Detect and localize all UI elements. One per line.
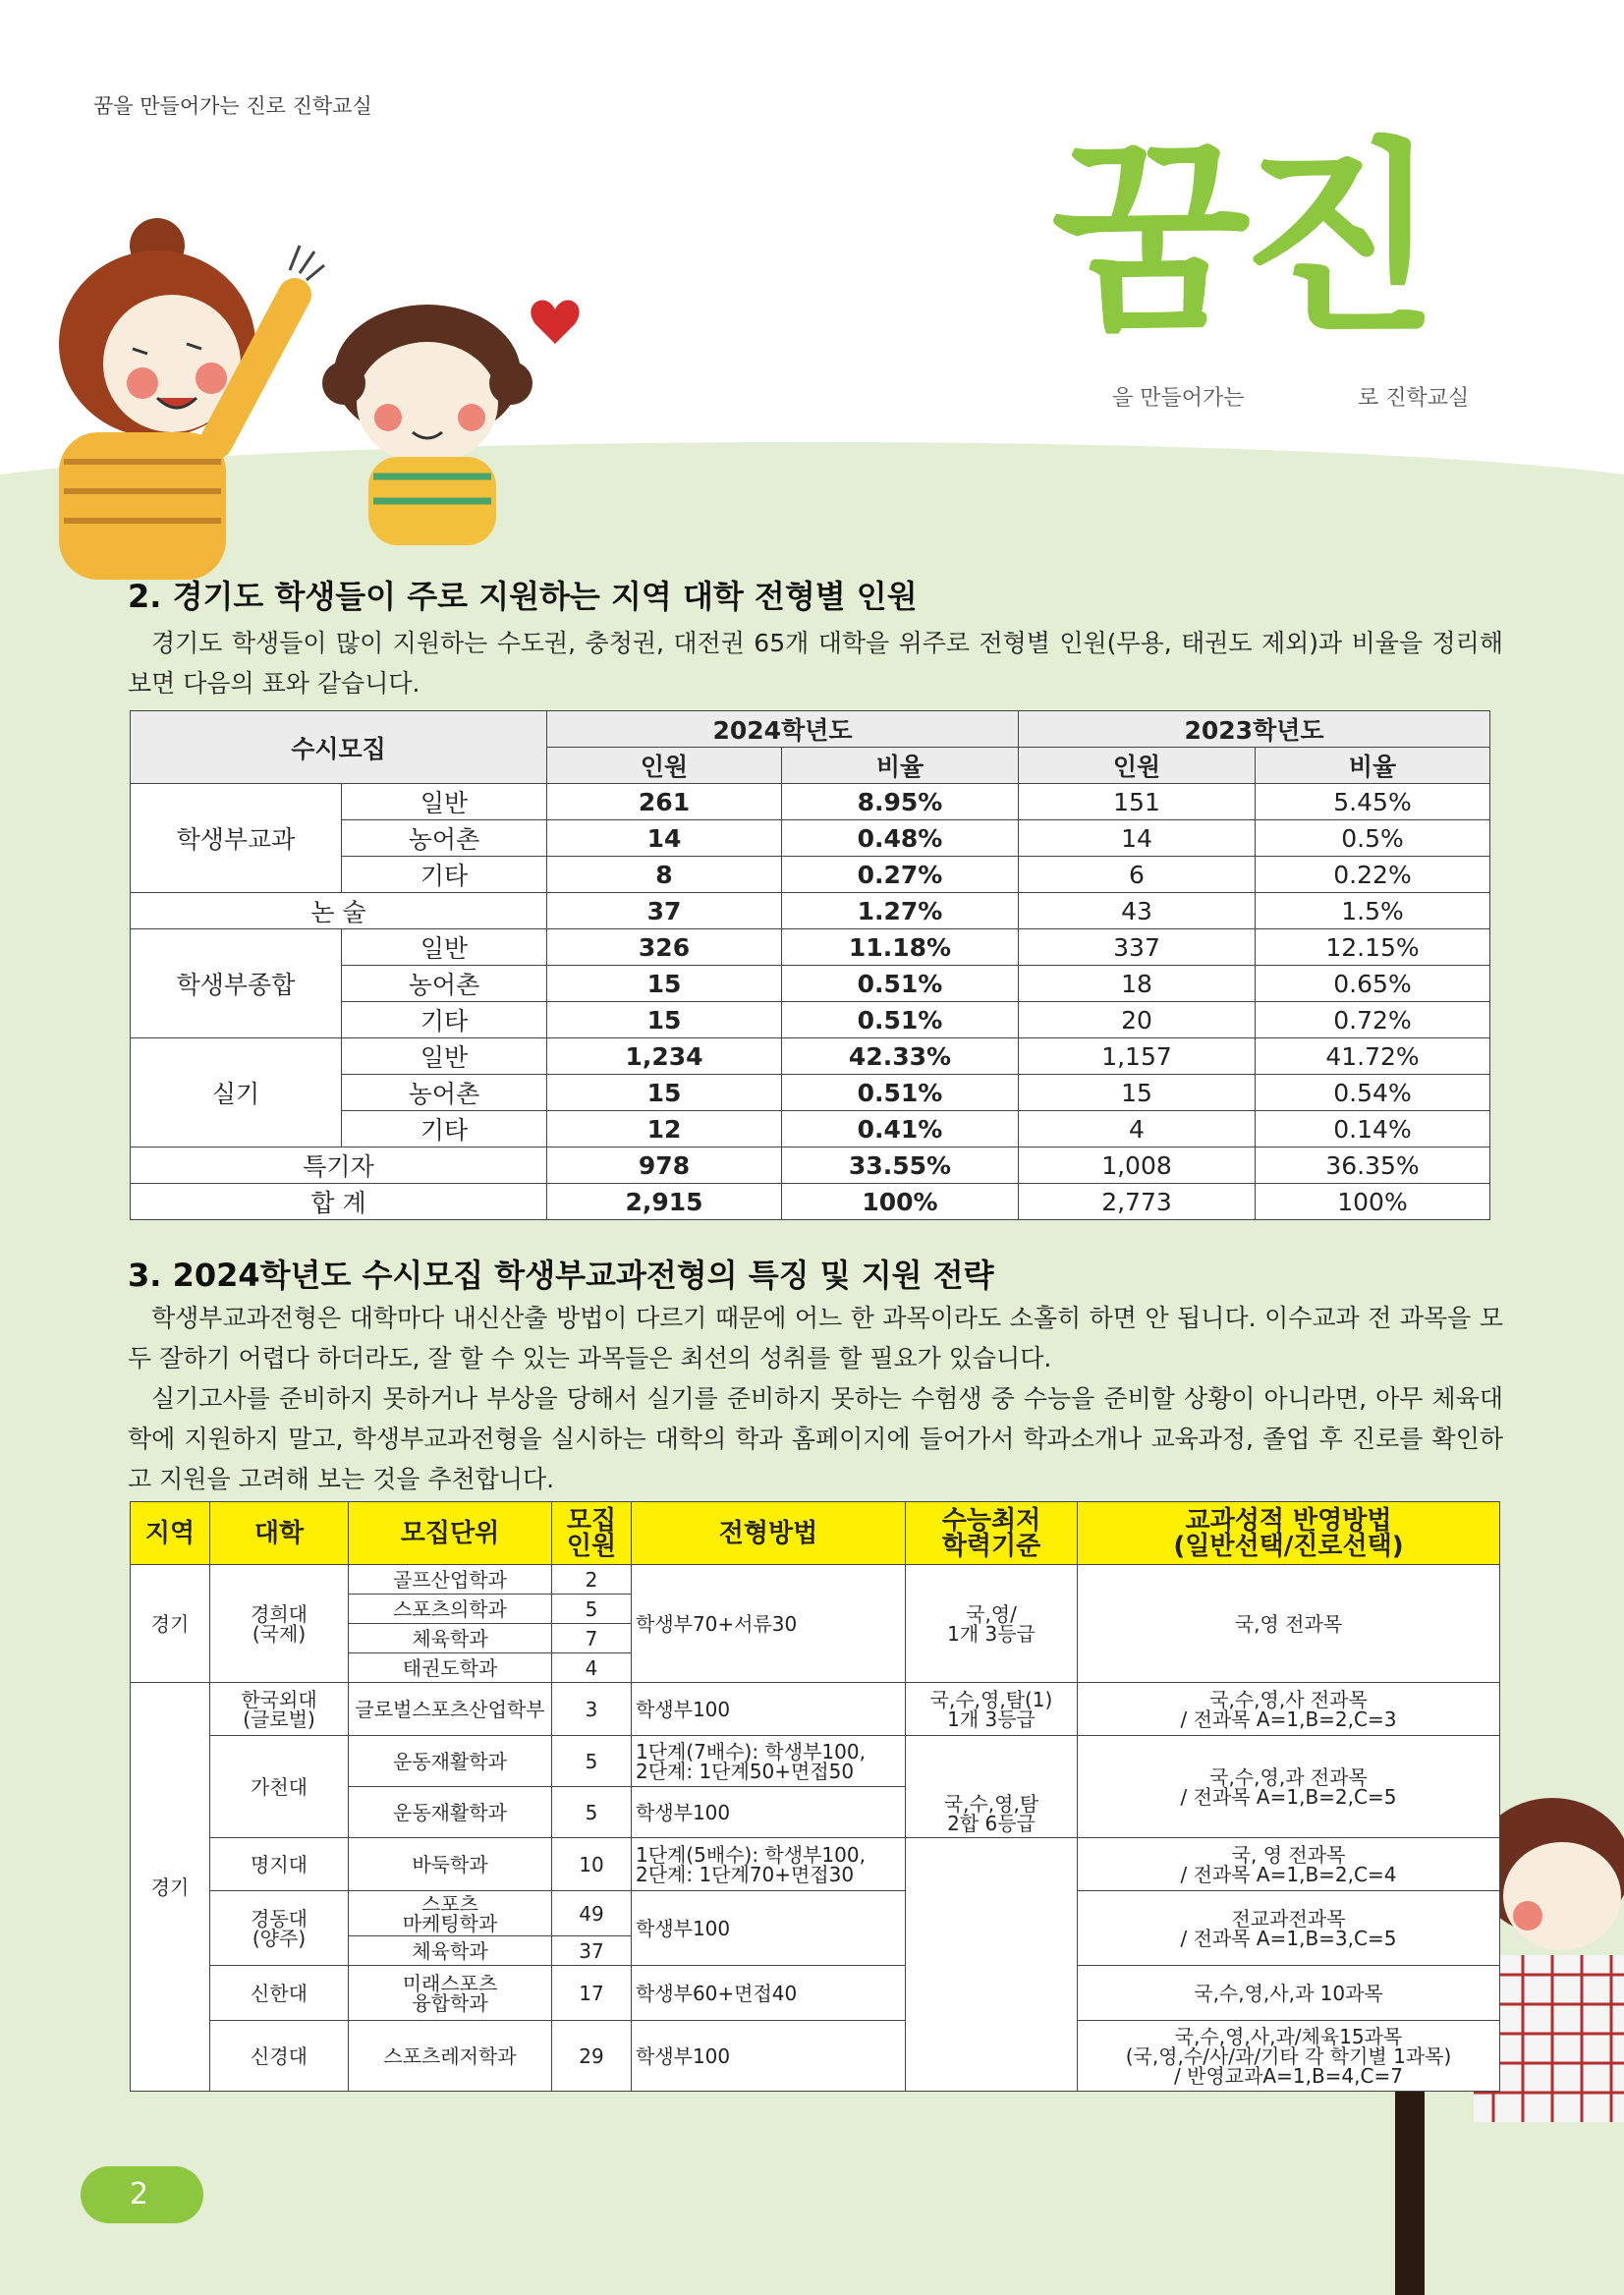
cell: 1,008: [1019, 1148, 1256, 1184]
section-2-paragraph: 경기도 학생들이 많이 지원하는 수도권, 충청권, 대전권 65개 대학을 위주로 전형별 인원(무용, 태권도 제외)과 비율을 정리해보면 다음의 표와 같습니다.: [128, 629, 1503, 698]
cell: 15: [547, 1075, 782, 1111]
unit-cell: 미래스포츠 융합학과: [349, 1966, 552, 2021]
sub-label: 농어촌: [342, 966, 547, 1002]
count-cell: 5: [552, 1595, 632, 1624]
cell: 0.72%: [1256, 1002, 1490, 1038]
table-corner-header: 수시모집: [131, 711, 547, 784]
cell: 0.41%: [782, 1111, 1019, 1148]
count-cell: 17: [552, 1966, 632, 2021]
grade-cell: 국,영 전과목: [1078, 1565, 1500, 1683]
col-region: 지역: [131, 1502, 210, 1565]
table-row: [131, 784, 1490, 820]
count-cell: 29: [552, 2021, 632, 2092]
university-cell: 명지대: [210, 1838, 349, 1891]
cell: 0.22%: [1256, 857, 1490, 893]
logo-subtitle-right: 로 진학교실: [1358, 386, 1470, 411]
group-label: 학생부종합: [131, 929, 342, 1038]
kids-illustration: [39, 216, 589, 580]
group-label: 실기: [131, 1038, 342, 1148]
region-cell: 경기: [131, 1565, 210, 1683]
sub-label: 일반: [342, 1038, 547, 1075]
table-row: [131, 893, 1490, 929]
cell: 1,234: [547, 1038, 782, 1075]
cell: 36.35%: [1256, 1148, 1490, 1184]
unit-cell: 스포츠 마케팅학과: [349, 1891, 552, 1936]
table-row: [131, 1838, 1500, 1891]
unit-cell: 글로벌스포츠산업학부: [349, 1683, 552, 1736]
cell: 12.15%: [1256, 929, 1490, 966]
sub-label: 농어촌: [342, 1075, 547, 1111]
section-3-paragraph-1: 학생부교과전형은 대학마다 내신산출 방법이 다르기 때문에 어느 한 과목이라도 소홀히 하면 안 됩니다. 이수교과 전 과목을 모두 잘하기 어렵다 하더라도, 잘 할 수 있는 과목들은 최선의 성취를 할 필요가 있습니다.: [128, 1304, 1503, 1372]
group-label: 학생부교과: [131, 784, 342, 893]
table-row: [131, 1038, 1490, 1075]
count-cell: 5: [552, 1736, 632, 1787]
count-cell: 37: [552, 1936, 632, 1966]
cell: 15: [547, 1002, 782, 1038]
region-cell: 경기: [131, 1683, 210, 2092]
section-3-paragraph-2: 실기고사를 준비하지 못하거나 부상을 당해서 실기를 준비하지 못하는 수험생 중 수능을 준비할 상황이 아니라면, 아무 체육대학에 지원하지 말고, 학생부교과전형을 실시하는 대학의 학과 홈페이지에 들어가서 학과소개나 교육과정, 졸업 후 진로를 확인하고 지원을 고려해 보는 것을 추천합니다.: [128, 1384, 1503, 1493]
cell: 43: [1019, 893, 1256, 929]
cell: 6: [1019, 857, 1256, 893]
cell: 14: [1019, 820, 1256, 857]
cell: 0.5%: [1256, 820, 1490, 857]
cell: 0.27%: [782, 857, 1019, 893]
sub-label: 기타: [342, 1002, 547, 1038]
page-number: 2: [81, 2166, 203, 2223]
unit-cell: 체육학과: [349, 1936, 552, 1966]
col-unit: 모집단위: [349, 1502, 552, 1565]
university-cell: 경희대 (국제): [210, 1565, 349, 1683]
method-cell: 학생부100: [632, 1891, 906, 1966]
section-3: [128, 1251, 1503, 1499]
group-label: 합 계: [131, 1184, 547, 1220]
table-header-row: [131, 1502, 1500, 1565]
university-cell: 신경대: [210, 2021, 349, 2092]
method-cell: 학생부70+서류30: [632, 1565, 906, 1683]
method-cell: 학생부100: [632, 1683, 906, 1736]
cell: 14: [547, 820, 782, 857]
university-cell: 가천대: [210, 1736, 349, 1838]
col-people-2023: 인원: [1019, 748, 1256, 784]
admissions-count-table: [130, 710, 1490, 1220]
cell: 326: [547, 929, 782, 966]
unit-cell: 스포츠레저학과: [349, 2021, 552, 2092]
unit-cell: 바둑학과: [349, 1838, 552, 1891]
table-row: [131, 1148, 1490, 1184]
university-cell: 신한대: [210, 1966, 349, 2021]
cell: 1.5%: [1256, 893, 1490, 929]
table-row: [131, 929, 1490, 966]
cell: 12: [547, 1111, 782, 1148]
cell: 1.27%: [782, 893, 1019, 929]
cell: 151: [1019, 784, 1256, 820]
magazine-logo: [1051, 120, 1513, 442]
cell: 0.54%: [1256, 1075, 1490, 1111]
cell: 20: [1019, 1002, 1256, 1038]
cell: 978: [547, 1148, 782, 1184]
cell: 0.65%: [1256, 966, 1490, 1002]
cell: 15: [1019, 1075, 1256, 1111]
csat-cell: 국,수,영,탐(1) 1개 3등급: [906, 1683, 1078, 1736]
cell: 15: [547, 966, 782, 1002]
col-people-2024: 인원: [547, 748, 782, 784]
table-row: [131, 1891, 1500, 1936]
unit-cell: 운동재활학과: [349, 1736, 552, 1787]
university-cell: 한국외대 (글로벌): [210, 1683, 349, 1736]
csat-cell: 국,수,영,탐 2합 6등급: [906, 1736, 1078, 1838]
cell: 11.18%: [782, 929, 1019, 966]
col-grade: 교과성적 반영방법 (일반선택/진로선택): [1078, 1502, 1500, 1565]
cell: 42.33%: [782, 1038, 1019, 1075]
table-row: [131, 1736, 1500, 1787]
csat-cell: 국,영/ 1개 3등급: [906, 1565, 1078, 1683]
col-count: 모집 인원: [552, 1502, 632, 1565]
cell: 4: [1019, 1111, 1256, 1148]
grade-cell: 국,수,영,사,과/체육15과목 (국,영,수/사/과/기타 각 학기별 1과목) / 반영교과A=1,B=4,C=7: [1078, 2021, 1500, 2092]
table-row: [131, 1683, 1500, 1736]
grade-cell: 국,수,영,과 전과목 / 전과목 A=1,B=2,C=5: [1078, 1736, 1500, 1838]
sub-label: 농어촌: [342, 820, 547, 857]
cell: 8.95%: [782, 784, 1019, 820]
university-cell: 경동대 (양주): [210, 1891, 349, 1966]
col-university: 대학: [210, 1502, 349, 1565]
cell: 0.14%: [1256, 1111, 1490, 1148]
group-label: 특기자: [131, 1148, 547, 1184]
col-csat: 수능최저 학력기준: [906, 1502, 1078, 1565]
table-row: [131, 1565, 1500, 1595]
cell: 0.51%: [782, 1075, 1019, 1111]
count-cell: 5: [552, 1787, 632, 1838]
cell: 100%: [782, 1184, 1019, 1220]
method-cell: 학생부100: [632, 2021, 906, 2092]
cell: 41.72%: [1256, 1038, 1490, 1075]
grade-cell: 국,수,영,사,과 10과목: [1078, 1966, 1500, 2021]
sub-label: 일반: [342, 929, 547, 966]
col-ratio-2024: 비율: [782, 748, 1019, 784]
unit-cell: 운동재활학과: [349, 1787, 552, 1838]
year-2023-header: 2023학년도: [1019, 711, 1490, 748]
grade-cell: 국, 영 전과목 / 전과목 A=1,B=2,C=4: [1078, 1838, 1500, 1891]
cell: 37: [547, 893, 782, 929]
year-2024-header: 2024학년도: [547, 711, 1019, 748]
sub-label: 기타: [342, 1111, 547, 1148]
cell: 5.45%: [1256, 784, 1490, 820]
unit-cell: 골프산업학과: [349, 1565, 552, 1595]
cell: 8: [547, 857, 782, 893]
count-cell: 7: [552, 1624, 632, 1653]
method-cell: 학생부60+면접40: [632, 1966, 906, 2021]
cell: 261: [547, 784, 782, 820]
cell: 33.55%: [782, 1148, 1019, 1184]
section-2: [128, 572, 1503, 703]
csat-cell-empty: [906, 1838, 1078, 2092]
cell: 18: [1019, 966, 1256, 1002]
cell: 2,773: [1019, 1184, 1256, 1220]
sub-label: 일반: [342, 784, 547, 820]
count-cell: 3: [552, 1683, 632, 1736]
section-3-title: 3. 2024학년도 수시모집 학생부교과전형의 특징 및 지원 전략: [128, 1257, 994, 1294]
cell: 337: [1019, 929, 1256, 966]
method-cell: 학생부100: [632, 1787, 906, 1838]
count-cell: 10: [552, 1838, 632, 1891]
col-method: 전형방법: [632, 1502, 906, 1565]
sub-label: 기타: [342, 857, 547, 893]
unit-cell: 스포츠의학과: [349, 1595, 552, 1624]
method-cell: 1단계(7배수): 학생부100, 2단계: 1단계50+면접50: [632, 1736, 906, 1787]
count-cell: 49: [552, 1891, 632, 1936]
section-2-title: 2. 경기도 학생들이 주로 지원하는 지역 대학 전형별 인원: [128, 578, 918, 615]
count-cell: 2: [552, 1565, 632, 1595]
table-row: [131, 2021, 1500, 2092]
unit-cell: 체육학과: [349, 1624, 552, 1653]
cell: 0.51%: [782, 966, 1019, 1002]
cell: 0.48%: [782, 820, 1019, 857]
university-table: [130, 1501, 1500, 2092]
logo-title: 꿈진: [1051, 120, 1430, 361]
group-label: 논 술: [131, 893, 547, 929]
table-total-row: [131, 1184, 1490, 1220]
cell: 0.51%: [782, 1002, 1019, 1038]
grade-cell: 전교과전과목 / 전과목 A=1,B=3,C=5: [1078, 1891, 1500, 1966]
table-header-row: [131, 711, 1490, 748]
cell: 2,915: [547, 1184, 782, 1220]
col-ratio-2023: 비율: [1256, 748, 1490, 784]
method-cell: 1단계(5배수): 학생부100, 2단계: 1단계70+면접30: [632, 1838, 906, 1891]
cell: 1,157: [1019, 1038, 1256, 1075]
count-cell: 4: [552, 1653, 632, 1683]
table-row: [131, 1966, 1500, 2021]
running-header: 꿈을 만들어가는 진로 진학교실: [93, 94, 372, 118]
unit-cell: 태권도학과: [349, 1653, 552, 1683]
logo-subtitle-left: 을 만들어가는: [1112, 386, 1245, 411]
cell: 100%: [1256, 1184, 1490, 1220]
grade-cell: 국,수,영,사 전과목 / 전과목 A=1,B=2,C=3: [1078, 1683, 1500, 1736]
